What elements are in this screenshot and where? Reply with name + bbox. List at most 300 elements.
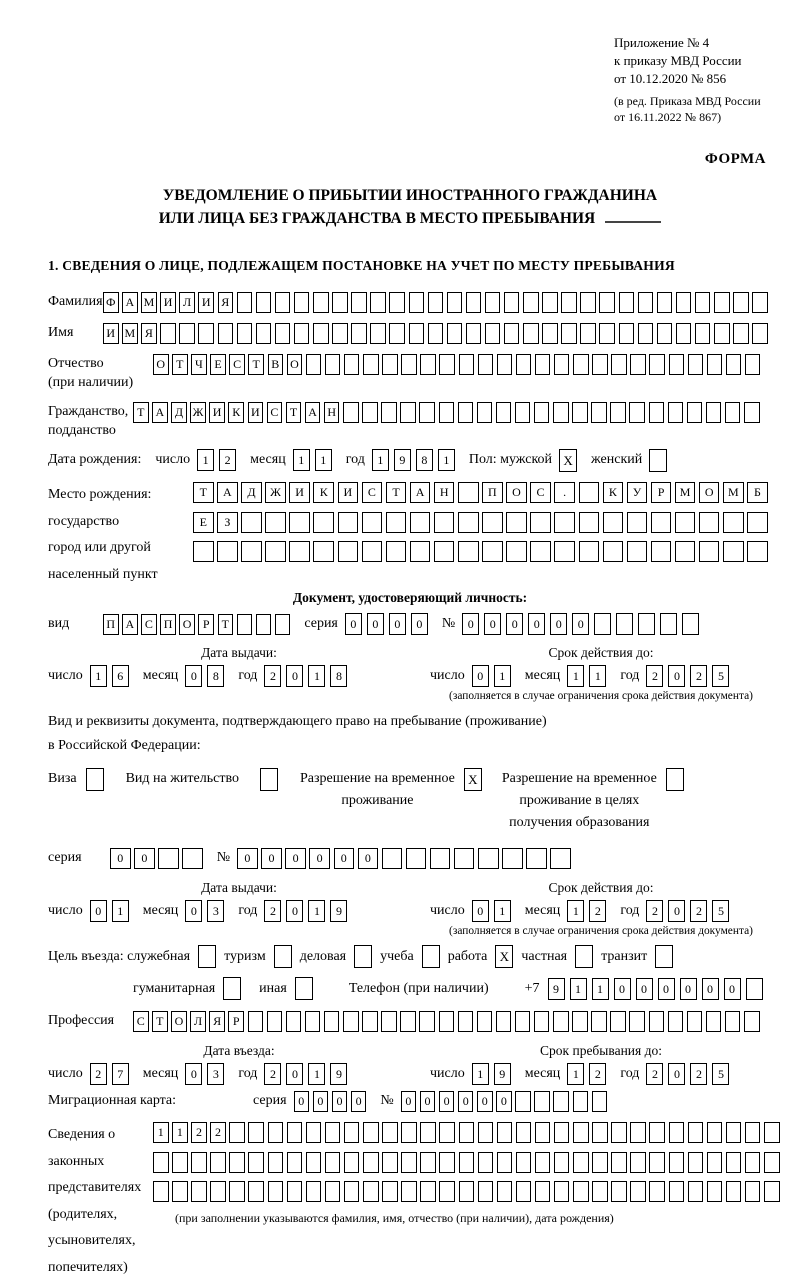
char-cell[interactable] [649,402,665,423]
char-cell[interactable] [256,323,272,344]
char-cell[interactable] [237,614,253,635]
char-cell[interactable] [459,354,475,375]
char-cell[interactable] [534,1091,550,1112]
char-cell[interactable]: 0 [614,978,631,1000]
char-cell[interactable] [610,402,626,423]
char-cell[interactable] [752,323,768,344]
char-cell[interactable]: Е [210,354,226,375]
char-cell[interactable] [482,541,503,562]
char-cell[interactable]: 2 [191,1122,207,1143]
purpose-tourism-checkbox[interactable] [274,945,292,968]
char-cell[interactable]: 0 [668,900,685,922]
char-cell[interactable] [573,1091,589,1112]
char-cell[interactable] [458,1011,474,1032]
stay-day-cells[interactable] [472,1063,511,1085]
char-cell[interactable]: П [482,482,503,503]
char-cell[interactable] [497,1122,513,1143]
char-cell[interactable]: 0 [285,848,306,869]
char-cell[interactable] [530,541,551,562]
char-cell[interactable] [506,512,527,533]
char-cell[interactable]: 2 [646,900,663,922]
char-cell[interactable] [306,1122,322,1143]
char-cell[interactable] [458,402,474,423]
char-cell[interactable] [535,354,551,375]
char-cell[interactable]: К [228,402,244,423]
char-cell[interactable]: 9 [494,1063,511,1085]
char-cell[interactable]: 1 [293,449,310,471]
rvp-checkbox[interactable] [464,768,482,791]
char-cell[interactable] [401,1152,417,1173]
char-cell[interactable]: Т [218,614,234,635]
char-cell[interactable]: 0 [367,613,384,635]
char-cell[interactable] [179,323,195,344]
char-cell[interactable] [764,1122,780,1143]
char-cell[interactable] [745,1181,761,1202]
char-cell[interactable] [630,1152,646,1173]
char-cell[interactable] [482,512,503,533]
char-cell[interactable] [275,614,291,635]
char-cell[interactable]: Р [651,482,672,503]
char-cell[interactable] [706,1011,722,1032]
char-cell[interactable] [496,1011,512,1032]
char-cell[interactable]: А [152,402,168,423]
char-cell[interactable]: 0 [668,665,685,687]
char-cell[interactable] [325,1152,341,1173]
char-cell[interactable]: О [153,354,169,375]
char-cell[interactable]: 1 [494,900,511,922]
char-cell[interactable] [343,1011,359,1032]
purpose-other-checkbox[interactable] [295,977,313,1000]
char-cell[interactable] [381,402,397,423]
char-cell[interactable] [745,1152,761,1173]
char-cell[interactable]: 9 [548,978,565,1000]
doc-valid-year-cells[interactable] [646,665,729,687]
char-cell[interactable] [351,323,367,344]
char-cell[interactable]: 0 [658,978,675,1000]
char-cell[interactable]: 0 [237,848,258,869]
char-cell[interactable] [420,1152,436,1173]
char-cell[interactable]: М [122,323,138,344]
char-cell[interactable] [289,541,310,562]
char-cell[interactable] [458,482,479,503]
char-cell[interactable]: 2 [589,1063,606,1085]
char-cell[interactable] [573,1181,589,1202]
char-cell[interactable] [575,945,593,968]
char-cell[interactable] [542,292,558,313]
char-cell[interactable]: 1 [567,1063,584,1085]
char-cell[interactable] [401,354,417,375]
char-cell[interactable]: С [530,482,551,503]
char-cell[interactable]: В [268,354,284,375]
char-cell[interactable] [611,1181,627,1202]
char-cell[interactable]: У [627,482,648,503]
char-cell[interactable] [619,323,635,344]
char-cell[interactable] [657,323,673,344]
char-cell[interactable] [382,848,403,869]
char-cell[interactable]: 0 [309,848,330,869]
char-cell[interactable] [572,1011,588,1032]
char-cell[interactable] [630,354,646,375]
char-cell[interactable] [554,1181,570,1202]
char-cell[interactable]: 0 [389,613,406,635]
char-cell[interactable] [434,512,455,533]
char-cell[interactable] [325,1122,341,1143]
char-cell[interactable] [579,541,600,562]
char-cell[interactable] [534,402,550,423]
char-cell[interactable] [496,402,512,423]
char-cell[interactable] [515,1011,531,1032]
char-cell[interactable] [400,402,416,423]
char-cell[interactable] [649,1152,665,1173]
char-cell[interactable] [695,323,711,344]
patronymic-cells[interactable] [153,354,760,375]
char-cell[interactable] [523,323,539,344]
char-cell[interactable]: 1 [153,1122,169,1143]
char-cell[interactable] [688,354,704,375]
char-cell[interactable]: 2 [690,1063,707,1085]
char-cell[interactable]: 1 [438,449,455,471]
char-cell[interactable] [707,1122,723,1143]
char-cell[interactable] [268,1181,284,1202]
char-cell[interactable] [439,402,455,423]
char-cell[interactable]: 1 [308,900,325,922]
char-cell[interactable] [210,1181,226,1202]
char-cell[interactable] [591,1011,607,1032]
char-cell[interactable] [502,848,523,869]
char-cell[interactable]: 9 [394,449,411,471]
char-cell[interactable] [409,323,425,344]
char-cell[interactable]: 0 [472,665,489,687]
char-cell[interactable]: Т [386,482,407,503]
purpose-transit-checkbox[interactable] [655,945,673,968]
char-cell[interactable] [422,945,440,968]
doc-issue-year-cells[interactable] [264,665,347,687]
char-cell[interactable] [573,1152,589,1173]
char-cell[interactable] [726,1152,742,1173]
char-cell[interactable] [191,1181,207,1202]
char-cell[interactable]: 0 [261,848,282,869]
purpose-official-checkbox[interactable] [198,945,216,968]
char-cell[interactable] [362,402,378,423]
char-cell[interactable]: Л [190,1011,206,1032]
char-cell[interactable] [675,512,696,533]
char-cell[interactable] [747,512,768,533]
char-cell[interactable] [268,1122,284,1143]
char-cell[interactable] [313,512,334,533]
char-cell[interactable]: 2 [589,900,606,922]
char-cell[interactable] [325,1181,341,1202]
char-cell[interactable]: А [217,482,238,503]
char-cell[interactable] [401,1122,417,1143]
char-cell[interactable] [764,1181,780,1202]
migration-number-cells[interactable] [401,1091,607,1112]
char-cell[interactable] [630,1122,646,1143]
char-cell[interactable] [649,354,665,375]
permit-valid-year-cells[interactable] [646,900,729,922]
char-cell[interactable]: 0 [110,848,131,869]
char-cell[interactable]: Ч [191,354,207,375]
char-cell[interactable] [579,482,600,503]
char-cell[interactable] [747,541,768,562]
char-cell[interactable] [744,402,760,423]
char-cell[interactable] [676,292,692,313]
char-cell[interactable] [725,402,741,423]
char-cell[interactable]: 1 [570,978,587,1000]
char-cell[interactable]: И [338,482,359,503]
char-cell[interactable]: 0 [345,613,362,635]
char-cell[interactable] [611,1152,627,1173]
char-cell[interactable] [478,1181,494,1202]
sex-female-checkbox[interactable] [649,449,667,472]
char-cell[interactable] [248,1011,264,1032]
char-cell[interactable]: П [103,614,119,635]
char-cell[interactable] [706,402,722,423]
entry-day-cells[interactable] [90,1063,129,1085]
char-cell[interactable]: 0 [134,848,155,869]
char-cell[interactable] [553,1011,569,1032]
char-cell[interactable] [459,1181,475,1202]
char-cell[interactable]: 2 [210,1122,226,1143]
char-cell[interactable]: 0 [668,1063,685,1085]
char-cell[interactable]: 0 [286,665,303,687]
char-cell[interactable]: А [410,482,431,503]
char-cell[interactable]: 0 [702,978,719,1000]
char-cell[interactable] [267,1011,283,1032]
char-cell[interactable] [439,354,455,375]
char-cell[interactable]: А [122,614,138,635]
char-cell[interactable] [454,848,475,869]
char-cell[interactable] [172,1152,188,1173]
char-cell[interactable] [294,292,310,313]
char-cell[interactable] [191,1152,207,1173]
char-cell[interactable] [265,512,286,533]
char-cell[interactable] [218,323,234,344]
char-cell[interactable]: 0 [496,1091,512,1112]
char-cell[interactable] [325,354,341,375]
birthplace-cells-row1[interactable] [193,482,768,503]
char-cell[interactable] [573,1122,589,1143]
char-cell[interactable]: 2 [264,665,281,687]
char-cell[interactable] [193,541,214,562]
birth-month-cells[interactable] [293,449,332,471]
char-cell[interactable] [726,1122,742,1143]
char-cell[interactable] [497,354,513,375]
char-cell[interactable] [172,1181,188,1202]
char-cell[interactable]: X [559,449,577,472]
char-cell[interactable] [668,1011,684,1032]
char-cell[interactable]: 0 [724,978,741,1000]
char-cell[interactable] [699,541,720,562]
char-cell[interactable] [733,323,749,344]
char-cell[interactable] [217,541,238,562]
guardians-cells-row3[interactable] [153,1181,780,1202]
char-cell[interactable] [363,1122,379,1143]
char-cell[interactable]: О [171,1011,187,1032]
char-cell[interactable]: Т [193,482,214,503]
char-cell[interactable] [386,512,407,533]
char-cell[interactable]: 0 [472,900,489,922]
char-cell[interactable] [256,292,272,313]
char-cell[interactable]: 0 [332,1091,348,1112]
stay-month-cells[interactable] [567,1063,606,1085]
char-cell[interactable] [447,292,463,313]
visa-checkbox[interactable] [86,768,104,791]
char-cell[interactable] [478,848,499,869]
guardians-cells-row2[interactable] [153,1152,780,1173]
char-cell[interactable] [237,323,253,344]
doc-number-cells[interactable] [462,613,699,635]
char-cell[interactable]: X [495,945,513,968]
char-cell[interactable]: Л [179,292,195,313]
char-cell[interactable]: X [464,768,482,791]
char-cell[interactable] [362,541,383,562]
char-cell[interactable] [381,1011,397,1032]
char-cell[interactable]: Д [241,482,262,503]
char-cell[interactable] [764,1152,780,1173]
char-cell[interactable] [688,1152,704,1173]
char-cell[interactable]: 0 [185,900,202,922]
phone-cells[interactable] [548,978,763,1000]
char-cell[interactable] [287,1122,303,1143]
char-cell[interactable] [651,512,672,533]
char-cell[interactable]: З [217,512,238,533]
char-cell[interactable]: 0 [313,1091,329,1112]
char-cell[interactable]: Б [747,482,768,503]
permit-issue-day-cells[interactable] [90,900,129,922]
char-cell[interactable] [573,354,589,375]
char-cell[interactable] [478,1122,494,1143]
char-cell[interactable] [362,512,383,533]
char-cell[interactable] [687,402,703,423]
char-cell[interactable] [344,1122,360,1143]
char-cell[interactable] [669,1181,685,1202]
char-cell[interactable]: 9 [330,1063,347,1085]
char-cell[interactable] [210,1152,226,1173]
char-cell[interactable]: 2 [646,1063,663,1085]
char-cell[interactable] [237,292,253,313]
char-cell[interactable] [389,323,405,344]
char-cell[interactable]: К [603,482,624,503]
char-cell[interactable]: Н [434,482,455,503]
char-cell[interactable]: Т [133,402,149,423]
char-cell[interactable] [561,292,577,313]
char-cell[interactable] [579,512,600,533]
char-cell[interactable]: 9 [330,900,347,922]
char-cell[interactable] [611,1122,627,1143]
char-cell[interactable] [485,323,501,344]
char-cell[interactable] [229,1122,245,1143]
char-cell[interactable] [223,977,241,1000]
char-cell[interactable]: 8 [330,665,347,687]
char-cell[interactable]: К [313,482,334,503]
profession-cells[interactable] [133,1011,760,1032]
char-cell[interactable]: Р [228,1011,244,1032]
char-cell[interactable] [688,1181,704,1202]
char-cell[interactable]: 1 [308,665,325,687]
char-cell[interactable]: 5 [712,1063,729,1085]
char-cell[interactable]: Т [152,1011,168,1032]
char-cell[interactable] [420,1181,436,1202]
char-cell[interactable]: 2 [264,1063,281,1085]
char-cell[interactable]: 1 [197,449,214,471]
char-cell[interactable] [668,402,684,423]
surname-cells[interactable] [103,292,768,313]
char-cell[interactable]: 1 [90,665,107,687]
given-name-cells[interactable] [103,323,768,344]
char-cell[interactable] [592,1181,608,1202]
char-cell[interactable]: 0 [90,900,107,922]
guardians-cells-row1[interactable] [153,1122,780,1143]
char-cell[interactable]: 1 [472,1063,489,1085]
char-cell[interactable] [332,292,348,313]
char-cell[interactable] [458,541,479,562]
char-cell[interactable] [550,848,571,869]
char-cell[interactable] [410,541,431,562]
char-cell[interactable] [386,541,407,562]
char-cell[interactable] [305,1011,321,1032]
char-cell[interactable] [401,1181,417,1202]
rvp-education-checkbox[interactable] [666,768,684,791]
char-cell[interactable] [260,768,278,791]
char-cell[interactable]: 0 [528,613,545,635]
purpose-business-checkbox[interactable] [354,945,372,968]
doc-valid-day-cells[interactable] [472,665,511,687]
char-cell[interactable]: И [248,402,264,423]
char-cell[interactable] [554,1122,570,1143]
char-cell[interactable]: С [362,482,383,503]
char-cell[interactable] [382,1181,398,1202]
char-cell[interactable] [675,541,696,562]
char-cell[interactable]: 1 [592,978,609,1000]
char-cell[interactable]: 0 [439,1091,455,1112]
char-cell[interactable] [332,323,348,344]
char-cell[interactable] [554,1152,570,1173]
char-cell[interactable] [676,323,692,344]
char-cell[interactable] [306,1152,322,1173]
char-cell[interactable]: . [554,482,575,503]
char-cell[interactable]: Т [286,402,302,423]
char-cell[interactable] [592,1091,608,1112]
char-cell[interactable]: 5 [712,900,729,922]
char-cell[interactable] [241,512,262,533]
purpose-work-checkbox[interactable] [495,945,513,968]
char-cell[interactable] [651,541,672,562]
purpose-private-checkbox[interactable] [575,945,593,968]
char-cell[interactable]: 2 [219,449,236,471]
char-cell[interactable] [477,402,493,423]
char-cell[interactable] [599,323,615,344]
permit-number-cells[interactable] [237,848,571,869]
char-cell[interactable] [688,1122,704,1143]
char-cell[interactable] [669,1152,685,1173]
char-cell[interactable] [439,1181,455,1202]
char-cell[interactable] [153,1152,169,1173]
char-cell[interactable] [362,1011,378,1032]
char-cell[interactable] [477,1011,493,1032]
char-cell[interactable]: 2 [646,665,663,687]
char-cell[interactable] [516,354,532,375]
char-cell[interactable] [153,1181,169,1202]
char-cell[interactable] [248,1122,264,1143]
char-cell[interactable] [248,1181,264,1202]
char-cell[interactable] [419,1011,435,1032]
char-cell[interactable]: И [209,402,225,423]
char-cell[interactable] [198,323,214,344]
char-cell[interactable] [389,292,405,313]
char-cell[interactable]: Я [218,292,234,313]
char-cell[interactable] [370,323,386,344]
char-cell[interactable] [447,323,463,344]
